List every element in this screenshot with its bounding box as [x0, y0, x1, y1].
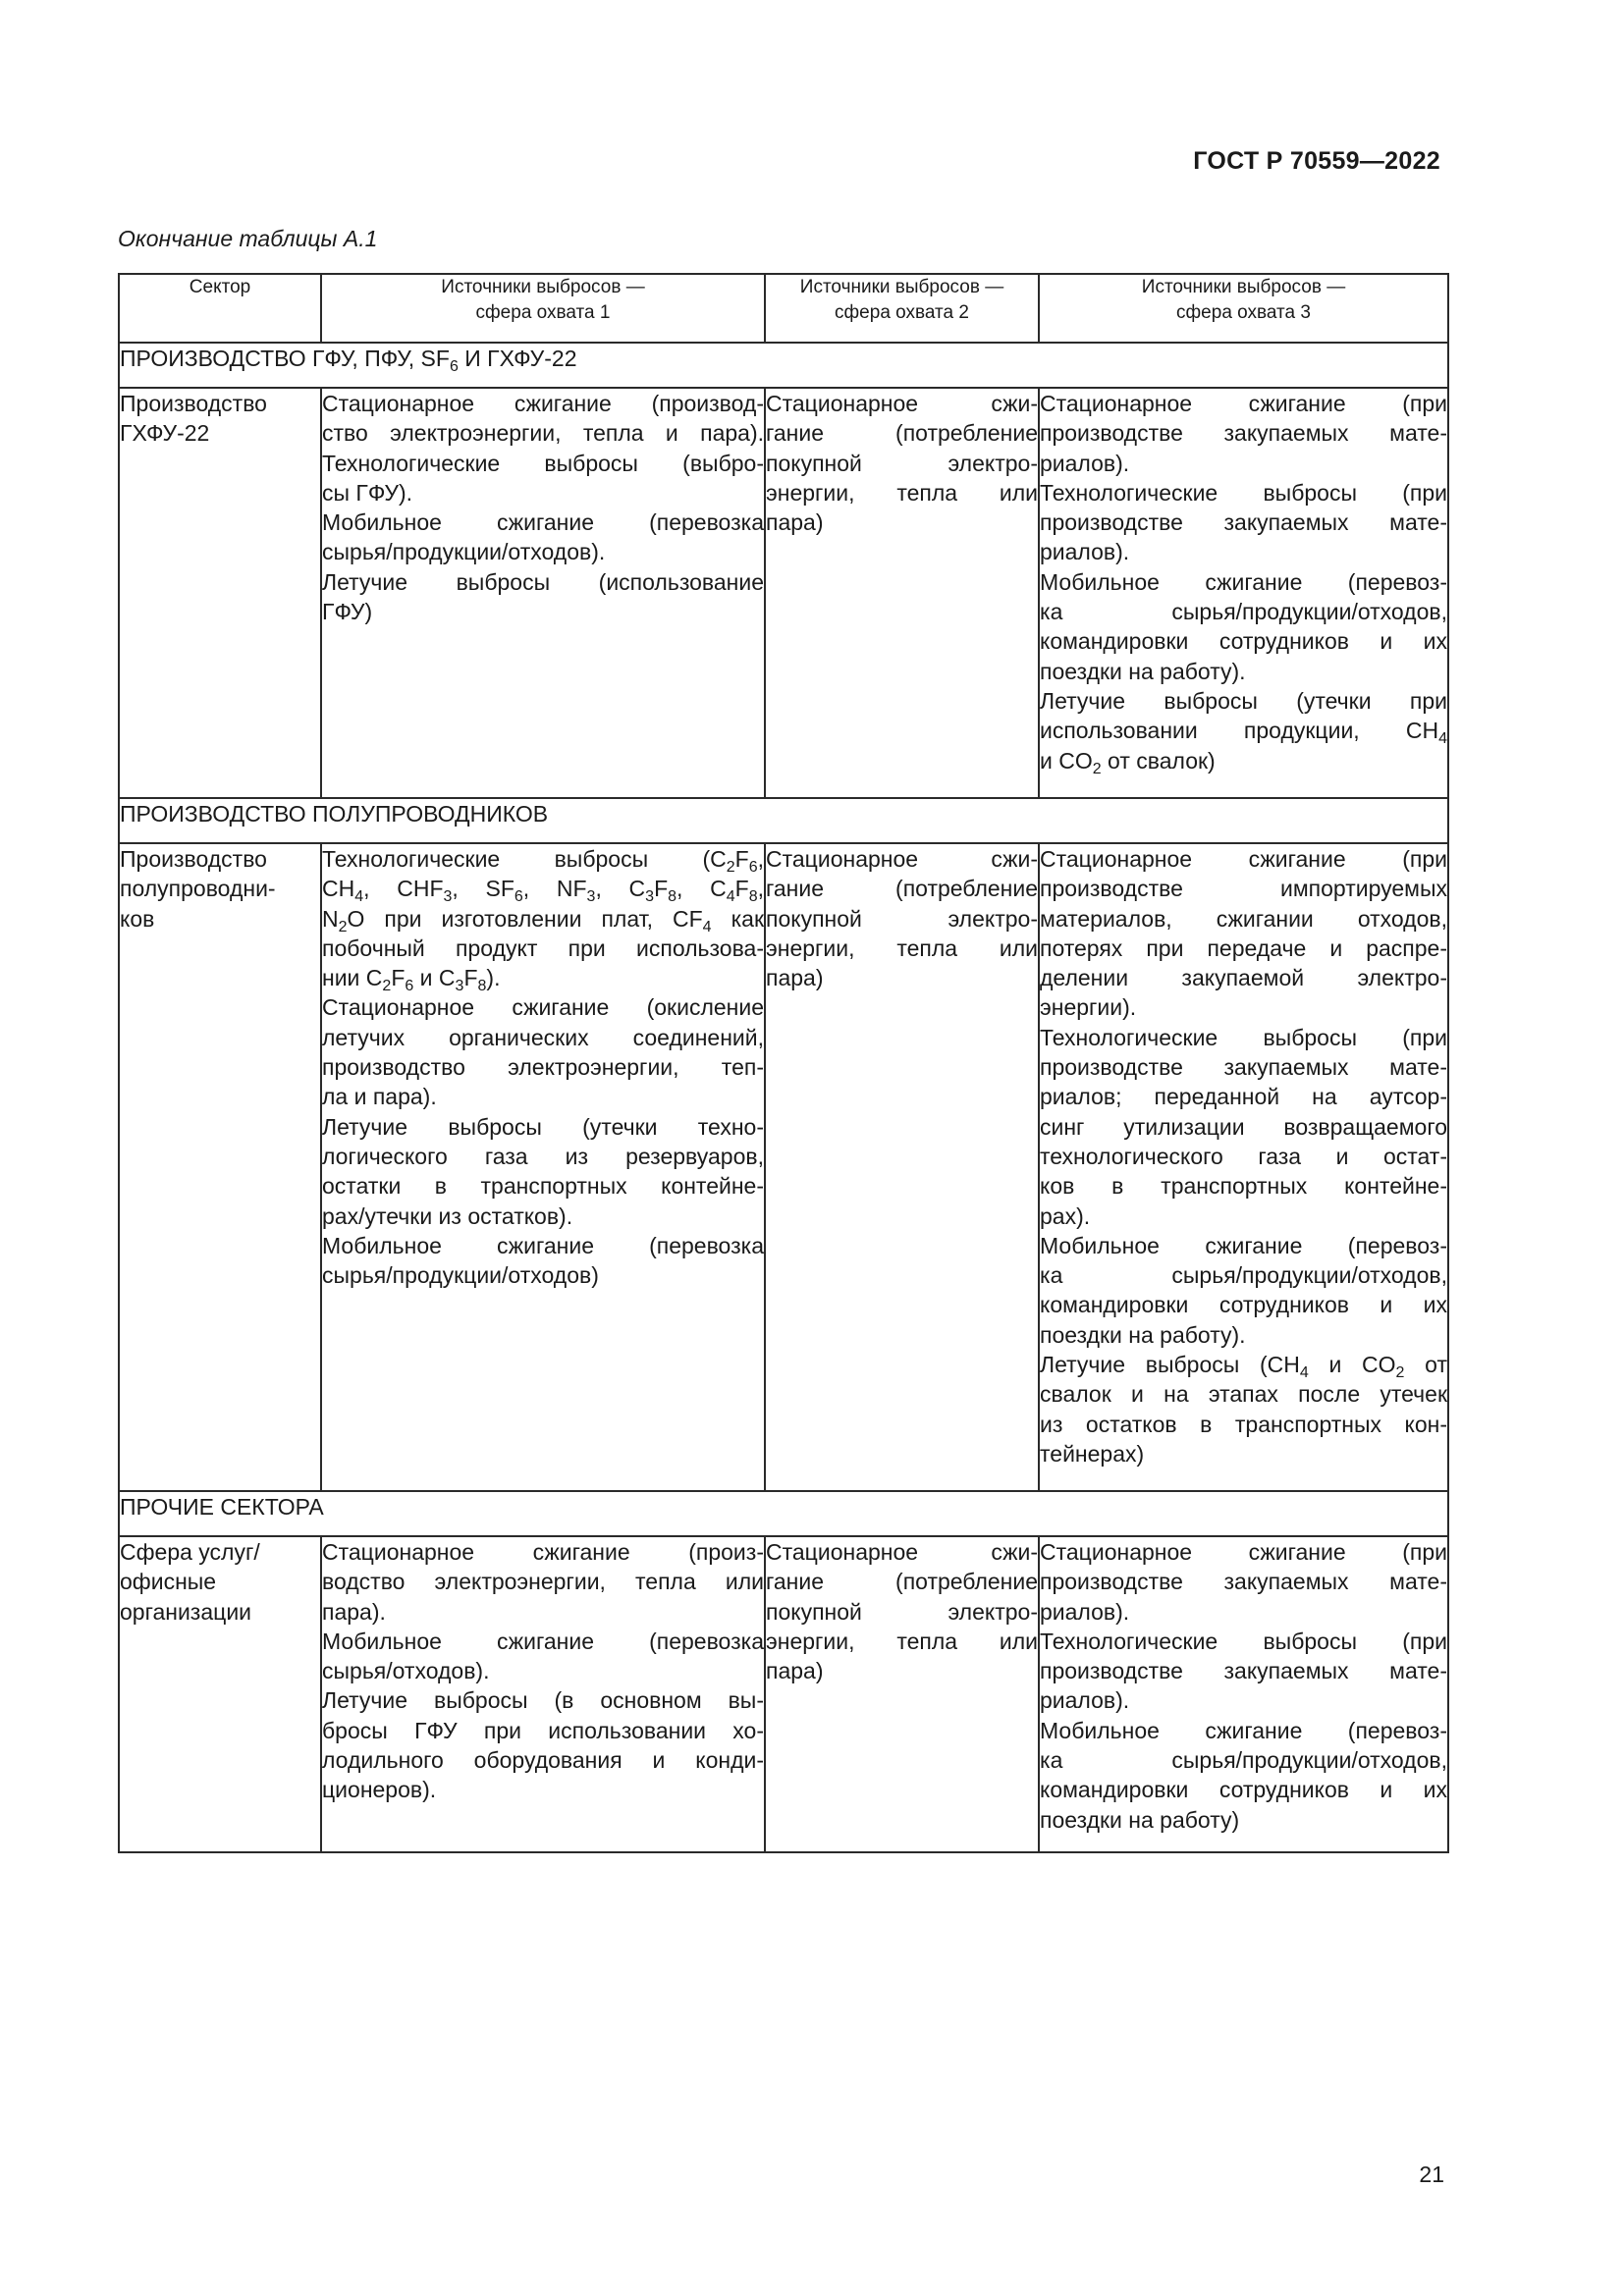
document-code: ГОСТ Р 70559—2022: [1193, 147, 1440, 175]
header-scope-3: Источники выбросов — сфера охвата 3: [1039, 274, 1448, 343]
section-title: ПРОЧИЕ СЕКТОРА: [119, 1491, 1448, 1536]
table-row-semiconductors: [119, 843, 1448, 1491]
table-row-hcfc22: [119, 388, 1448, 798]
section-title: ПРОИЗВОДСТВО ГФУ, ПФУ, $SF_6$ И ГХФУ-22: [119, 343, 1448, 388]
cell-scope-1: Стационарное сжигание (производ- ство электроэнергии, тепла и пара). Технологические выбросы (выбро- сы ГФУ). Мобильное сжигание (перевозка сырья/продукции/отходов). Летучие выбросы (использование ГФУ): [321, 388, 765, 798]
section-title: ПРОИЗВОДСТВО ПОЛУПРОВОДНИКОВ: [119, 798, 1448, 843]
cell-sector: Производство ГХФУ-22: [119, 388, 321, 798]
cell-scope-3: Стационарное сжигание (при производстве импортируемых материалов, сжигании отходов, потерях при передаче и распре- делении закупаемой электро- энергии). Технологические выбросы (при производстве закупаемых мате- риалов; переданной на аутсор- синг утилизации возвращаемого технологического газа и остат- ков в транспортных контейне- рах). Мобильное сжигание (перевоз- ка сырья/продукции/отходов, командировки сотрудников и их поездки на работу). Летучие выбросы ($CH_4$ и $CO_2$ от свалок и на этапах после утечек из остатков в транспортных кон- тейнерах): [1039, 843, 1448, 1491]
table-caption: Окончание таблицы А.1: [118, 226, 378, 251]
cell-scope-2: Стационарное сжи- гание (потребление покупной электро- энергии, тепла или пара): [765, 1536, 1039, 1852]
cell-scope-1: Стационарное сжигание (произ- водство электроэнергии, тепла или пара). Мобильное сжигание (перевозка сырья/отходов). Летучие выбросы (в основном вы- бросы ГФУ при использовании хо- лодильного оборудования и конди- ционеров).: [321, 1536, 765, 1852]
cell-sector: Сфера услуг/ офисные организации: [119, 1536, 321, 1852]
cell-scope-2: Стационарное сжи- гание (потребление покупной электро- энергии, тепла или пара): [765, 388, 1039, 798]
section-row-hfc-production: [119, 343, 1448, 388]
table-header-row: [119, 274, 1448, 343]
section-row-semiconductors: [119, 798, 1448, 843]
page-number: 21: [1419, 2162, 1444, 2187]
cell-scope-2: Стационарное сжи- гание (потребление покупной электро- энергии, тепла или пара): [765, 843, 1039, 1491]
cell-scope-1: Технологические выбросы ($C_2F_6$, $CH_4$, $CHF_3$, $SF_6$, $NF_3$, $C_3F_8$, $C_4F_8$, $N_2O$ при изготовлении плат, $CF_4$ как побочный продукт при использова- нии $C_2F_6$ и $C_3F_8$). Стационарное сжигание (окисление летучих органических соединений, производство электроэнергии, теп- ла и пара). Летучие выбросы (утечки техно- логического газа из резервуаров, остатки в транспортных контейне- рах/утечки из остатков). Мобильное сжигание (перевозка сырья/продукции/отходов): [321, 843, 765, 1491]
cell-sector: Производство полупроводни- ков: [119, 843, 321, 1491]
header-scope-2: Источники выбросов — сфера охвата 2: [765, 274, 1039, 343]
header-sector: Сектор: [119, 274, 321, 343]
section-row-other-sectors: [119, 1491, 1448, 1536]
cell-scope-3: Стационарное сжигание (при производстве закупаемых мате- риалов). Технологические выбросы (при производстве закупаемых мате- риалов). Мобильное сжигание (перевоз- ка сырья/продукции/отходов, командировки сотрудников и их поездки на работу). Летучие выбросы (утечки при использовании продукции, $CH_4$ и $CO_2$ от свалок): [1039, 388, 1448, 798]
table-row-office-services: [119, 1536, 1448, 1852]
cell-scope-3: Стационарное сжигание (при производстве закупаемых мате- риалов). Технологические выбросы (при производстве закупаемых мате- риалов). Мобильное сжигание (перевоз- ка сырья/продукции/отходов, командировки сотрудников и их поездки на работу): [1039, 1536, 1448, 1852]
emission-sources-table: [118, 273, 1449, 1853]
header-scope-1: Источники выбросов — сфера охвата 1: [321, 274, 765, 343]
